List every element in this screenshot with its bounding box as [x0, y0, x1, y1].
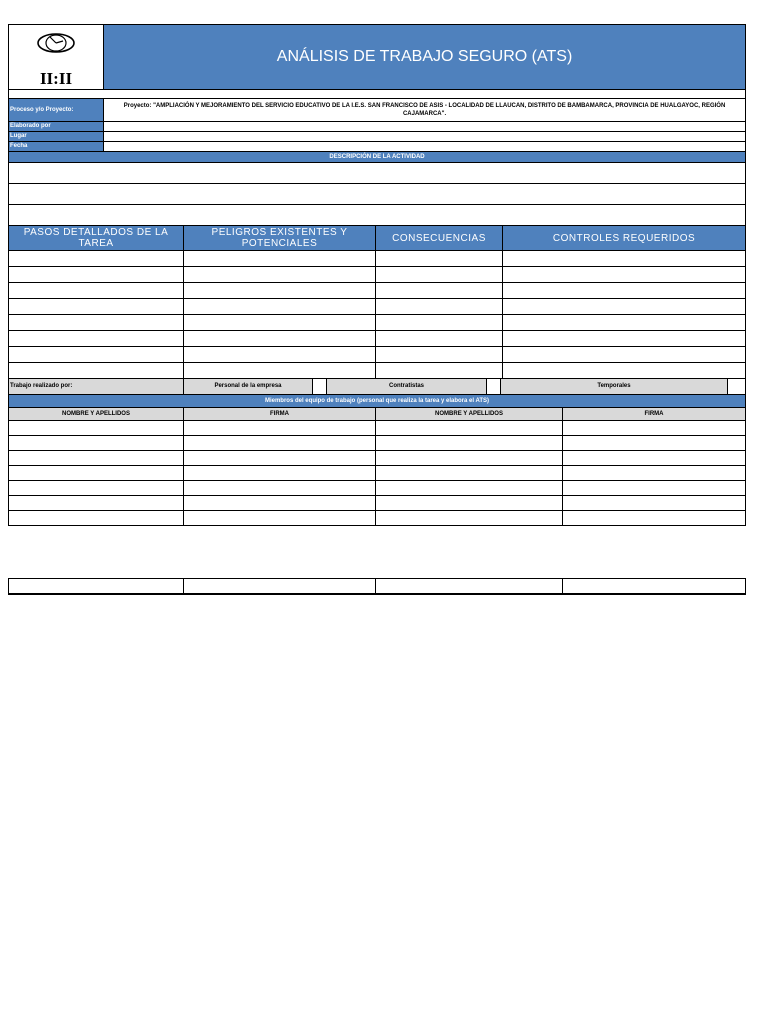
table-cell[interactable] [376, 480, 563, 495]
team-name-col: NOMBRE Y APELLIDOS [9, 407, 184, 420]
table-cell[interactable] [563, 480, 746, 495]
table-cell[interactable] [9, 465, 184, 480]
place-value[interactable] [104, 132, 746, 142]
table-cell[interactable] [376, 267, 503, 283]
table-cell[interactable] [563, 420, 746, 435]
col-consequences: CONSECUENCIAS [376, 226, 503, 251]
table-cell[interactable] [376, 363, 503, 379]
table-cell[interactable] [376, 251, 503, 267]
table-cell[interactable] [376, 510, 563, 525]
table-cell[interactable] [9, 435, 184, 450]
activity-row[interactable] [9, 163, 746, 184]
work-by-label: Trabajo realizado por: [9, 379, 184, 394]
table-cell[interactable] [184, 495, 376, 510]
team-header: Miembros del equipo de trabajo (personal que realiza la tarea y elabora el ATS) [9, 395, 746, 408]
activity-row[interactable] [9, 184, 746, 205]
table-cell[interactable] [9, 315, 184, 331]
table-cell[interactable] [9, 480, 184, 495]
table-cell[interactable] [376, 347, 503, 363]
table-cell[interactable] [376, 315, 503, 331]
table-cell[interactable] [376, 435, 563, 450]
prepared-value[interactable] [104, 122, 746, 132]
team-name-col: NOMBRE Y APELLIDOS [376, 407, 563, 420]
table-cell[interactable] [184, 480, 376, 495]
page-title: ANÁLISIS DE TRABAJO SEGURO (ATS) [104, 25, 746, 90]
table-cell[interactable] [503, 299, 746, 315]
table-cell[interactable] [376, 420, 563, 435]
place-label: Lugar [9, 132, 104, 142]
date-value[interactable] [104, 142, 746, 152]
table-cell[interactable] [376, 331, 503, 347]
temporary-checkbox[interactable] [728, 379, 746, 394]
table-cell[interactable] [184, 420, 376, 435]
table-cell[interactable] [563, 435, 746, 450]
table-cell[interactable] [9, 495, 184, 510]
table-cell[interactable] [9, 267, 184, 283]
table-cell[interactable] [9, 331, 184, 347]
ats-form [8, 24, 745, 595]
table-cell[interactable] [563, 510, 746, 525]
table-cell[interactable] [563, 578, 746, 594]
table-cell[interactable] [184, 315, 376, 331]
signature-strip [8, 578, 746, 596]
spacer-row [9, 90, 746, 99]
table-cell[interactable] [9, 251, 184, 267]
table-cell[interactable] [376, 495, 563, 510]
col-controls: CONTROLES REQUERIDOS [503, 226, 746, 251]
table-cell[interactable] [376, 465, 563, 480]
clock-logo-icon [16, 29, 96, 73]
team-sign-col: FIRMA [563, 407, 746, 420]
table-cell[interactable] [563, 495, 746, 510]
table-cell[interactable] [503, 347, 746, 363]
company-label: Personal de la empresa [184, 379, 313, 394]
table-cell[interactable] [376, 299, 503, 315]
table-cell[interactable] [184, 450, 376, 465]
company-checkbox[interactable] [313, 379, 327, 394]
table-cell[interactable] [503, 315, 746, 331]
contractors-checkbox[interactable] [487, 379, 501, 394]
team-sign-col: FIRMA [184, 407, 376, 420]
table-cell[interactable] [184, 363, 376, 379]
col-hazards: PELIGROS EXISTENTES Y POTENCIALES [184, 226, 376, 251]
date-label: Fecha [9, 142, 104, 152]
table-cell[interactable] [9, 363, 184, 379]
table-cell[interactable] [9, 299, 184, 315]
table-cell[interactable] [9, 283, 184, 299]
table-cell[interactable] [184, 347, 376, 363]
table-cell[interactable] [376, 450, 563, 465]
table-cell[interactable] [184, 299, 376, 315]
contractors-label: Contratistas [327, 379, 487, 394]
process-value[interactable]: Proyecto: "AMPLIACIÓN Y MEJORAMIENTO DEL SERVICIO EDUCATIVO DE LA I.E.S. SAN FRANCISCO DE ASIS - LOCALIDAD DE LLAUCAN, DISTRITO DE BAMBAMARCA, PROVINCIA DE HUALGAYOC, REGIÓN CAJAMARCA". [104, 99, 746, 122]
team-table [8, 395, 746, 526]
table-cell[interactable] [184, 283, 376, 299]
table-cell[interactable] [9, 347, 184, 363]
table-cell[interactable] [9, 450, 184, 465]
table-cell[interactable] [184, 267, 376, 283]
col-steps: PASOS DETALLADOS DE LA TAREA [9, 226, 184, 251]
activity-header: DESCRIPCIÓN DE LA ACTIVIDAD [9, 152, 746, 163]
table-cell[interactable] [184, 435, 376, 450]
activity-row[interactable] [9, 205, 746, 226]
table-cell[interactable] [503, 363, 746, 379]
table-cell[interactable] [184, 251, 376, 267]
table-cell[interactable] [563, 465, 746, 480]
table-cell[interactable] [376, 283, 503, 299]
table-cell[interactable] [376, 578, 563, 594]
table-cell[interactable] [184, 510, 376, 525]
process-label: Proceso y/o Proyecto: [9, 99, 104, 122]
table-cell[interactable] [503, 267, 746, 283]
table-cell[interactable] [9, 420, 184, 435]
table-cell[interactable] [503, 331, 746, 347]
table-cell[interactable] [184, 465, 376, 480]
company-logo [9, 25, 104, 90]
table-cell[interactable] [184, 331, 376, 347]
form-table [8, 24, 746, 379]
prepared-label: Elaborado por [9, 122, 104, 132]
table-cell[interactable] [184, 578, 376, 594]
table-cell[interactable] [503, 251, 746, 267]
table-cell[interactable] [9, 578, 184, 594]
table-cell[interactable] [563, 450, 746, 465]
table-cell[interactable] [503, 283, 746, 299]
logo-text: II:II [39, 68, 73, 88]
table-cell[interactable] [9, 510, 184, 525]
work-by-table [8, 379, 746, 395]
temporary-label: Temporales [501, 379, 728, 394]
